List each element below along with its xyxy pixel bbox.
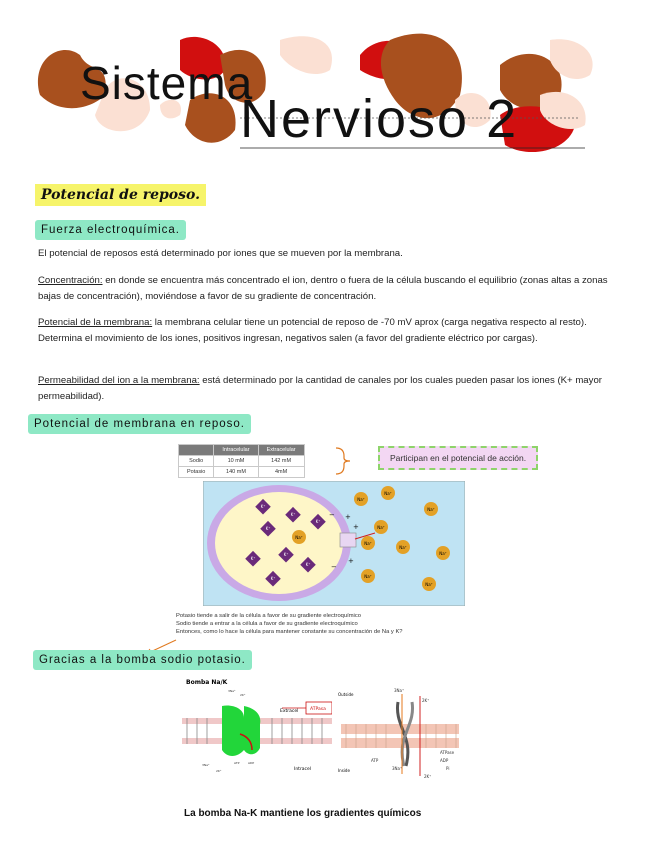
table-header: Intracelular	[214, 445, 258, 456]
atp-label: ATP	[371, 758, 379, 763]
text-concentration: en donde se encuentra más concentrado el ion, dentro o fuera de la célula buscando el equilibrio (zonas altas a zonas bajas de concentración), moviéndose a favor de su gradiente de concentración.	[38, 275, 608, 302]
text-permeability: está determinado por la cantidad de canales por los cuales pueden pasar los iones (K+ mayor permeabilidad).	[38, 375, 602, 402]
ion-label: Na⁺	[364, 541, 372, 546]
pump-protein	[222, 706, 244, 757]
outside-label: Outside	[338, 692, 354, 697]
svg-text:−: −	[331, 563, 337, 571]
na-in-label: 3Na⁺	[392, 766, 403, 771]
svg-text:2K⁺: 2K⁺	[216, 769, 222, 773]
table-header: Extracelular	[258, 445, 304, 456]
svg-text:+: +	[345, 513, 351, 521]
ion-label: K⁺	[290, 512, 296, 517]
table-row	[179, 467, 305, 478]
table-cell: 4mM	[258, 467, 304, 478]
ion-label: Na⁺	[439, 551, 447, 556]
term-membrane-potential: Potencial de la membrana:	[38, 317, 153, 328]
ion-label: K⁺	[305, 562, 311, 567]
pump-diagram-right	[336, 686, 464, 786]
table-cell: Potasio	[179, 467, 214, 478]
table-header	[179, 445, 214, 456]
ion-label: Na⁺	[425, 582, 433, 587]
paragraph-intro: El potencial de reposos está determinado por iones que se mueven por la membrana.	[38, 248, 403, 259]
svg-text:3Na⁺: 3Na⁺	[202, 763, 210, 767]
label-electrochemical-force: Fuerza electroquímica.	[35, 220, 186, 240]
paragraph-membrane-potential	[38, 315, 623, 347]
pi-label: Pi	[446, 766, 450, 771]
svg-text:ATP: ATP	[234, 761, 240, 765]
ion-label: Na⁺	[357, 497, 365, 502]
table-cell: 10 mM	[214, 456, 258, 467]
title-line1: Sistema	[80, 57, 254, 109]
table-row	[179, 456, 305, 467]
note-line: Entonces, como lo hace la célula para mantener constante su concentración de Na y K?	[176, 629, 403, 635]
k-in-label: 2K⁺	[424, 774, 432, 779]
membrane-bottom	[341, 738, 459, 748]
atpase-label: ATPase	[440, 750, 455, 755]
svg-text:3Na⁺: 3Na⁺	[228, 689, 236, 693]
table-cell: 142 mM	[258, 456, 304, 467]
svg-text:2K⁺: 2K⁺	[240, 693, 246, 697]
text-membrane-potential: la membrana celular tiene un potencial de reposo de -70 mV aprox (carga negativa respecto al resto). Determina el movimiento de los iones, positivos ingresan, negativos salen (a favor del gradiente eléctrico por cargas).	[38, 317, 587, 344]
table-cell: Sodio	[179, 456, 214, 467]
svg-text:−: −	[329, 511, 335, 519]
svg-text:+: +	[353, 523, 359, 531]
ion-label: Na⁺	[364, 574, 372, 579]
callout-action-potential: Participan en el potencial de acción.	[378, 446, 538, 470]
ion-label: K⁺	[283, 552, 289, 557]
ion-cluster-bottom	[202, 761, 254, 773]
ion-label: Na⁺	[377, 525, 385, 530]
ion-channel	[340, 533, 356, 547]
pump-diagram-left	[182, 674, 332, 786]
ion-concentration-table	[178, 444, 305, 478]
figure-title: Bomba Na/K	[186, 679, 228, 686]
label-membrane-rest: Potencial de membrana en reposo.	[28, 414, 251, 434]
ion-label: Na⁺	[295, 535, 303, 540]
ion-label: Na⁺	[427, 507, 435, 512]
section-heading-resting-potential: Potencial de reposo.	[35, 184, 206, 206]
pump-caption: La bomba Na-K mantiene los gradientes químicos	[184, 808, 422, 819]
note-line: Sodio tiende a entrar a la célula a favor de su gradiente electroquímico	[176, 621, 358, 627]
ion-label: K⁺	[260, 504, 266, 509]
table-cell: 140 mM	[214, 467, 258, 478]
note-line: Potasio tiende a salir de la célula a favor de su gradiente electroquímico	[176, 613, 361, 619]
cell-diagram	[203, 481, 465, 606]
label-sodium-potassium-pump: Gracias a la bomba sodio potasio.	[33, 650, 252, 670]
ion-cluster-top	[228, 689, 246, 697]
svg-text:ADP: ADP	[248, 761, 255, 765]
ion-label: Na⁺	[384, 491, 392, 496]
ion-label: K⁺	[315, 519, 321, 524]
inside-label: Inside	[338, 768, 350, 773]
blob-pink	[280, 36, 332, 74]
paragraph-permeability	[38, 373, 623, 405]
ion-label: K⁺	[270, 576, 276, 581]
atpasa-label: ATPasa	[310, 707, 326, 712]
note-block	[176, 612, 403, 636]
na-out-label: 3Na⁺	[394, 688, 405, 693]
extracellular-label: Extracel	[280, 709, 299, 714]
svg-text:+: +	[348, 557, 354, 565]
intracellular-label: Intracel	[294, 767, 312, 772]
paragraph-concentration	[38, 273, 623, 305]
term-permeability: Permeabilidad del ion a la membrana:	[38, 375, 200, 386]
ion-label: K⁺	[250, 556, 256, 561]
ion-label: Na⁺	[399, 545, 407, 550]
term-concentration: Concentración:	[38, 275, 103, 286]
brace-icon	[334, 446, 364, 476]
k-out-label: 2K⁺	[422, 698, 430, 703]
title-line2: Nervioso 2	[240, 89, 519, 149]
ion-label: K⁺	[265, 526, 271, 531]
adp-label: ADP	[440, 758, 449, 763]
